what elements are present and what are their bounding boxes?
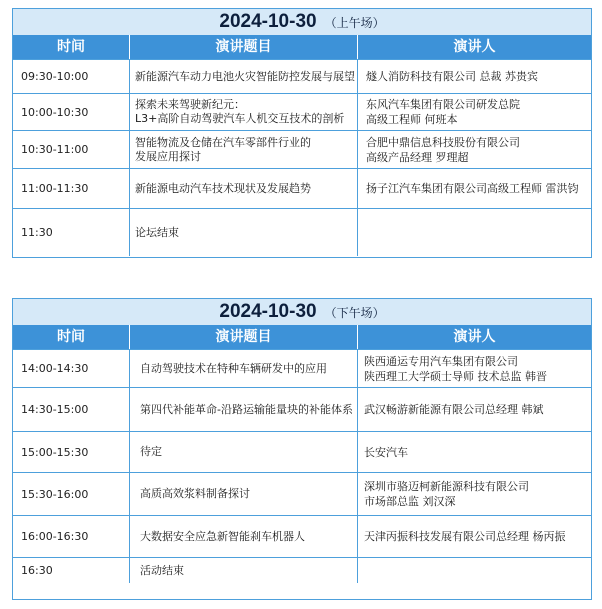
row-speaker: 陕西通运专用汽车集团有限公司 陕西理工大学硕士导师 技术总监 韩晋 [357, 350, 591, 387]
table-row [13, 557, 591, 583]
table-row [13, 387, 591, 431]
header-topic: 演讲题目 [129, 325, 357, 349]
afternoon-session-table [12, 298, 592, 600]
table-header [13, 35, 591, 59]
header-speaker: 演讲人 [357, 35, 591, 59]
morning-session-table [12, 8, 592, 258]
row-time: 10:30-11:00 [21, 143, 89, 156]
row-time: 11:00-11:30 [21, 182, 89, 195]
header-speaker: 演讲人 [357, 325, 591, 349]
row-topic: 待定 [129, 432, 357, 472]
row-time: 09:30-10:00 [21, 70, 89, 83]
row-speaker: 合肥中鼎信息科技股份有限公司 高级产品经理 罗理超 [357, 131, 591, 168]
table-row [13, 515, 591, 557]
table-row [13, 59, 591, 93]
row-speaker: 东风汽车集团有限公司研发总院 高级工程师 何班本 [357, 94, 591, 130]
row-speaker [357, 209, 591, 256]
header-time: 时间 [57, 329, 85, 345]
session-label: （上午场） [324, 16, 385, 30]
table-row [13, 168, 591, 208]
row-time: 15:30-16:00 [21, 487, 89, 501]
session-label: （下午场） [324, 306, 385, 320]
session-date: 2024-10-30 [219, 301, 317, 322]
row-topic: 论坛结束 [129, 209, 357, 256]
table-row [13, 93, 591, 130]
row-topic: 新能源汽车动力电池火灾智能防控发展与展望 [129, 60, 357, 93]
table-row [13, 349, 591, 387]
row-time: 11:30 [21, 226, 53, 239]
row-topic: 智能物流及仓储在汽车零部件行业的 发展应用探讨 [129, 131, 357, 168]
row-topic: 活动结束 [129, 558, 357, 583]
row-speaker: 深圳市骆迈柯新能源科技有限公司 市场部总监 刘汉深 [357, 473, 591, 515]
row-topic: 大数据安全应急新智能刹车机器人 [129, 516, 357, 557]
row-time: 16:30 [21, 564, 53, 577]
header-time: 时间 [57, 39, 85, 55]
row-speaker: 天津丙振科技发展有限公司总经理 杨丙振 [357, 516, 591, 557]
row-topic: 新能源电动汽车技术现状及发展趋势 [129, 169, 357, 208]
session-title [13, 299, 591, 325]
table-row [13, 472, 591, 515]
row-time: 14:00-14:30 [21, 362, 89, 375]
row-topic: 探索未来驾驶新纪元： L3+高阶自动驾驶汽车人机交互技术的剖析 [129, 94, 357, 130]
row-time: 14:30-15:00 [21, 403, 89, 416]
row-speaker: 武汉畅游新能源有限公司总经理 韩斌 [357, 388, 591, 431]
row-time: 16:00-16:30 [21, 530, 89, 543]
row-speaker: 长安汽车 [357, 432, 591, 472]
row-topic: 自动驾驶技术在特种车辆研发中的应用 [129, 350, 357, 387]
row-topic: 第四代补能革命-沿路运输能量块的补能体系 [129, 388, 357, 431]
table-row [13, 208, 591, 256]
row-speaker: 扬子江汽车集团有限公司高级工程师 雷洪钧 [357, 169, 591, 208]
row-time: 15:00-15:30 [21, 445, 89, 459]
row-topic: 高质高效浆料制备探讨 [129, 473, 357, 515]
session-title [13, 9, 591, 35]
table-row [13, 431, 591, 472]
row-speaker: 燧人消防科技有限公司 总裁 苏贵宾 [357, 60, 591, 93]
row-speaker [357, 558, 591, 583]
row-time: 10:00-10:30 [21, 105, 89, 119]
table-row [13, 130, 591, 168]
table-header [13, 325, 591, 349]
session-date: 2024-10-30 [219, 11, 317, 32]
header-topic: 演讲题目 [129, 35, 357, 59]
